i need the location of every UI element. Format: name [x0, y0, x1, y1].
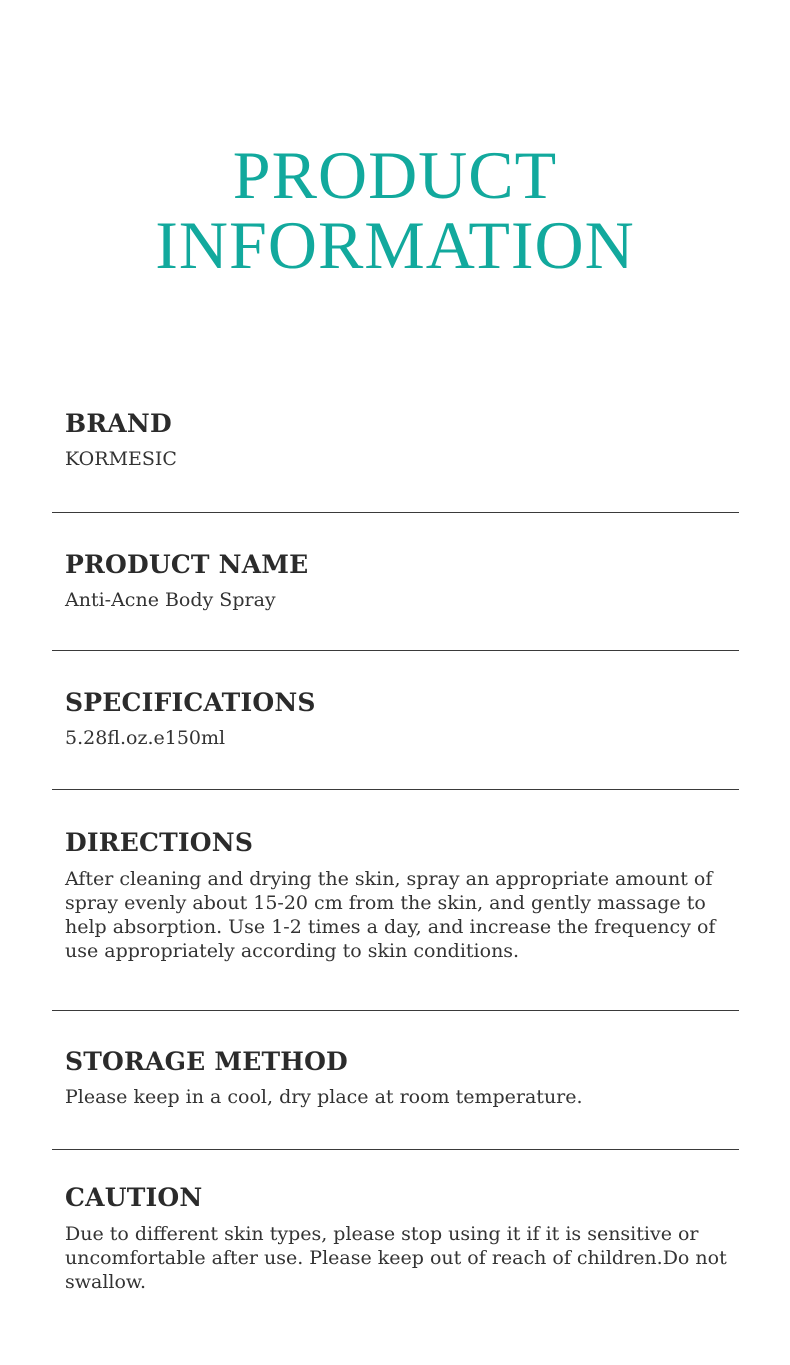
page-title-line-2: INFORMATION [155, 207, 635, 283]
brand-section [65, 409, 735, 471]
divider [52, 650, 739, 651]
divider [52, 512, 739, 513]
directions-heading: DIRECTIONS [65, 828, 254, 857]
specifications-value: 5.28fl.oz.e150ml [65, 727, 226, 749]
brand-value: KORMESIC [65, 448, 177, 470]
product-name-heading: PRODUCT NAME [65, 550, 309, 579]
product-name-section [65, 550, 735, 612]
storage-method-value: Please keep in a cool, dry place at room temperature. [65, 1086, 583, 1108]
caution-section [65, 1183, 735, 1294]
specifications-heading: SPECIFICATIONS [65, 688, 316, 717]
directions-section [65, 828, 735, 963]
specifications-section [65, 688, 735, 750]
divider [52, 1010, 739, 1011]
directions-value: After cleaning and drying the skin, spray an appropriate amount of spray evenly about 15-20 cm from the skin, and gently massage to help absorption. Use 1-2 times a day, and increase the frequency of use appropriately according to skin conditions. [65, 868, 716, 962]
product-name-value: Anti-Acne Body Spray [65, 589, 276, 611]
storage-method-heading: STORAGE METHOD [65, 1047, 348, 1076]
caution-value: Due to different skin types, please stop using it if it is sensitive or uncomfortable after use. Please keep out of reach of children.Do not swallow. [65, 1223, 727, 1293]
storage-method-section [65, 1047, 735, 1109]
page-title-line-1: PRODUCT [232, 137, 558, 213]
caution-heading: CAUTION [65, 1183, 203, 1212]
divider [52, 1149, 739, 1150]
divider [52, 789, 739, 790]
brand-heading: BRAND [65, 409, 172, 438]
